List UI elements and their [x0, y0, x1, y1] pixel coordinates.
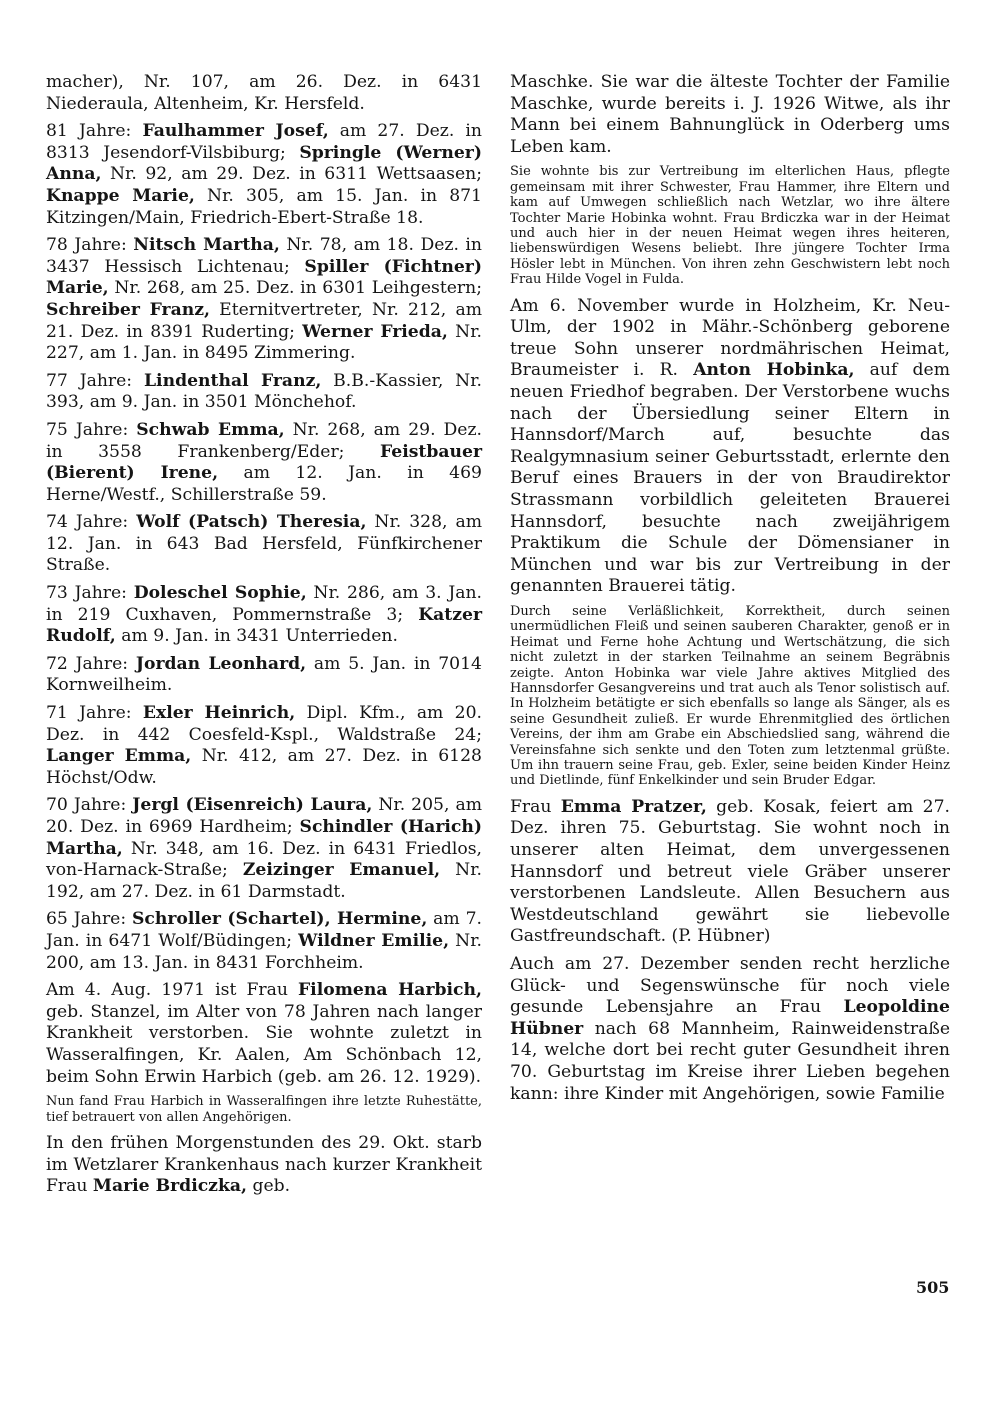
text-run: 78 Jahre:	[46, 235, 134, 256]
left-column-paragraph	[46, 703, 482, 789]
text-run: Nr. 286, am 3. Jan. in 219 Cuxhaven, Pommernstraße 3;	[46, 583, 482, 625]
person-name: Leopoldine Hübner	[510, 997, 950, 1039]
right-column-paragraph	[510, 296, 950, 598]
person-name: Langer Emma,	[46, 746, 192, 767]
left-column-paragraph	[46, 583, 482, 648]
left-column	[46, 72, 482, 1204]
text-run: geb. Stanzel, im Alter von 78 Jahren nach langer Krankheit verstorben. Sie wohnte zuletzt in Wasseralfingen, Kr. Aalen, Am Schönbach 12, beim Sohn Erwin Harbich (geb. am 26. 12. 1929).	[46, 1001, 482, 1087]
text-run: Nr. 268, am 29. Dez. in 3558 Frankenberg/Eder;	[46, 419, 482, 462]
left-column-paragraph	[46, 1133, 482, 1198]
text-run: Auch am 27. Dezember senden recht herzliche Glück- und Segenswünsche für noch viele gesunde Lebensjahre an Frau	[510, 953, 950, 1018]
person-name: Schreiber Franz,	[46, 299, 210, 320]
left-column-paragraph	[46, 235, 482, 365]
right-column-paragraph	[510, 954, 950, 1105]
text-run: Nr. 200, am 13. Jan. in 8431 Forchheim.	[46, 930, 482, 973]
text-run: Maschke. Sie war die älteste Tochter der Familie Maschke, wurde bereits i. J. 1926 Witwe, als ihr Mann bei einem Bahnunglück in Oderberg ums Leben kam.	[510, 72, 950, 157]
left-column-paragraph	[46, 512, 482, 577]
right-column-paragraph	[510, 797, 950, 948]
text-run: 77 Jahre:	[46, 370, 144, 391]
person-name: Werner Frieda,	[302, 321, 448, 342]
text-run: geb.	[246, 1176, 291, 1197]
text-run: Nr. 328, am 12. Jan. in 643 Bad Hersfeld, Fünfkirchener Straße.	[46, 512, 482, 576]
person-name: Feistbauer (Bierent) Irene,	[46, 441, 482, 484]
text-run: 71 Jahre:	[46, 703, 143, 724]
text-run: Nr. 412, am 27. Dez. in 6128 Höchst/Odw.	[46, 746, 482, 788]
person-name: Jordan Leonhard,	[135, 653, 307, 674]
text-run: Am 6. November wurde in Holzheim, Kr. Neu-Ulm, der 1902 in Mähr.-Schönberg geborene treue Sohn unserer nordmährischen Heimat, Braumeister i. R.	[510, 295, 950, 381]
person-name: Nitsch Martha,	[133, 235, 280, 256]
text-run: Nr. 268, am 25. Dez. in 6301 Leihgestern;	[108, 278, 482, 299]
left-column-paragraph	[46, 420, 482, 506]
text-run: 74 Jahre:	[46, 512, 137, 533]
person-name: Jergl (Eisenreich) Laura,	[132, 795, 373, 816]
person-name: Schindler (Harich) Martha,	[46, 817, 482, 859]
person-name: Lindenthal Franz,	[143, 370, 322, 391]
left-column-paragraph	[46, 654, 482, 697]
person-name: Knappe Marie,	[46, 185, 195, 206]
right-column-paragraph	[510, 164, 950, 287]
left-column-paragraph	[46, 980, 482, 1088]
person-name: Schwab Emma,	[136, 419, 285, 440]
text-run: geb. Kosak, feiert am 27. Dez. ihren 75. Geburtstag. Sie wohnt noch in unserer alten Heimat, dem unvergessenen Hannsdorf und betreut viele Gräber unserer verstorbenen Landsleute. Allen Besuchern aus Westdeutschland gewährt sie liebevolle Gastfreundschaft. (P. Hübner)	[510, 796, 950, 947]
person-name: Exler Heinrich,	[142, 703, 296, 724]
text-run: am 9. Jan. in 3431 Unterrieden.	[115, 626, 398, 647]
text-run: am 27. Dez. in 8313 Jesendorf-Vilsbiburg;	[46, 121, 482, 163]
text-run: Nr. 78, am 18. Dez. in 3437 Hessisch Lichtenau;	[46, 235, 482, 277]
text-run: Durch seine Verläßlichkeit, Korrektheit, durch seinen unermüdlichen Fleiß und seinen sauberen Charakter, genoß er in Heimat und Ferne hohe Achtung und Wertschätzung, die sich nicht zuletzt in der starken Teilnahme an seinem Begräbnis zeigte. Anton Hobinka war viele Jahre aktives Mitglied des Hannsdorfer Gesangvereins und trat auch als Tenor solistisch auf. In Holzheim betätigte er sich ebenfalls so lange als Sänger, als es seine Gesundheit zuließ. Er wurde Ehrenmitglied des örtlichen Vereins, der ihm am Grabe ein Abschiedslied sang, während die Vereinsfahne sich senkte und den Toten zum letztenmal grüßte. Um ihn trauern seine Frau, geb. Exler, seine beiden Kinder Heinz und Dietlinde, fünf Enkelkinder und sein Bruder Edgar.	[510, 603, 950, 789]
text-run: Nr. 92, am 29. Dez. in 6311 Wettsaasen;	[101, 164, 482, 185]
text-run: auf dem neuen Friedhof begraben. Der Verstorbene wuchs nach der Übersiedlung seiner Eltern in Hannsdorf/March auf, besuchte das Realgymnasium seiner Geburtsstadt, erlernte den Beruf eines Brauers in der von Braudirektor Strassmann vorbildlich geleiteten Brauerei Hannsdorf, besuchte nach zweijährigem Praktikum die Schule der Dömensianer in München und war bis zur Vertreibung in der genannten Brauerei tätig.	[510, 360, 951, 597]
text-run: 73 Jahre:	[46, 583, 134, 604]
text-run: Am 4. Aug. 1971 ist Frau	[46, 980, 298, 1001]
text-run: B.B.-Kassier, Nr. 393, am 9. Jan. in 3501 Mönchehof.	[46, 370, 483, 413]
left-column-paragraph	[46, 1094, 482, 1125]
text-run: am 12. Jan. in 469 Herne/Westf., Schillerstraße 59.	[46, 463, 482, 505]
text-run: 75 Jahre:	[46, 419, 137, 440]
person-name: Emma Pratzer,	[560, 796, 707, 817]
text-run: Nr. 205, am 20. Dez. in 6969 Hardheim;	[46, 795, 482, 837]
text-run: am 5. Jan. in 7014 Kornweilheim.	[46, 653, 482, 696]
left-column-paragraph	[46, 72, 482, 115]
text-run: nach 68 Mannheim, Rainweidenstraße 14, welche dort bei recht guter Gesundheit ihren 70. Geburtstag im Kreise ihrer Lieben begehen kann: ihre Kinder mit Angehörigen, sowie Familie	[510, 1018, 950, 1104]
text-run: Nr. 348, am 16. Dez. in 6431 Friedlos, von-Harnack-Straße;	[46, 838, 482, 881]
text-run: macher), Nr. 107, am 26. Dez. in 6431 Niederaula, Altenheim, Kr. Hersfeld.	[46, 72, 482, 114]
text-run: Nr. 305, am 15. Jan. in 871 Kitzingen/Main, Friedrich-Ebert-Straße 18.	[46, 185, 482, 228]
person-name: Filomena Harbich,	[297, 980, 482, 1001]
left-column-paragraph	[46, 909, 482, 974]
person-name: Zeizinger Emanuel,	[242, 860, 441, 881]
text-run: am 7. Jan. in 6471 Wolf/Büdingen;	[46, 909, 482, 951]
person-name: Marie Brdiczka,	[92, 1176, 247, 1197]
text-run: Eternitvertreter, Nr. 212, am 21. Dez. in 8391 Ruderting;	[46, 299, 483, 342]
person-name: Spiller (Fichtner) Marie,	[46, 256, 482, 299]
left-column-paragraph	[46, 795, 482, 903]
text-run: Frau	[510, 796, 561, 817]
person-name: Faulhammer Josef,	[142, 121, 329, 142]
person-name: Doleschel Sophie,	[133, 583, 307, 604]
right-column-paragraph	[510, 604, 950, 789]
person-name: Schroller (Schartel), Hermine,	[132, 909, 428, 930]
text-run: Sie wohnte bis zur Vertreibung im elterlichen Haus, pflegte gemeinsam mit ihrer Schwester, Frau Hammer, ihre Eltern und kam auf Umwegen schließlich nach Wetzlar, wo ihre ältere Tochter Marie Hobinka wohnt. Frau Brdiczka war in der Heimat und auch hier in der neuen Heimat wegen ihres heiteren, liebenswürdigen Wesens beliebt. Ihre jüngere Tochter Irma Hösler lebt in München. Von ihren zehn Geschwistern lebt noch Frau Hilde Vogel in Fulda.	[510, 164, 950, 288]
page-number: 505	[916, 1278, 950, 1297]
text-run: 70 Jahre:	[46, 795, 133, 816]
text-run: Nun fand Frau Harbich in Wasseralfingen ihre letzte Ruhestätte, tief betrauert von allen Angehörigen.	[46, 1094, 482, 1125]
text-run: 65 Jahre:	[46, 909, 132, 930]
person-name: Springle (Werner) Anna,	[46, 142, 482, 185]
text-run: 81 Jahre:	[46, 121, 143, 142]
person-name: Wildner Emilie,	[298, 930, 450, 951]
left-column-paragraph	[46, 121, 482, 229]
right-column-paragraph	[510, 72, 950, 158]
text-run: Dipl. Kfm., am 20. Dez. in 442 Coesfeld-Kspl., Waldstraße 24;	[46, 703, 482, 745]
text-run: In den frühen Morgenstunden des 29. Okt. starb im Wetzlarer Krankenhaus nach kurzer Krankheit Frau	[46, 1132, 482, 1197]
person-name: Katzer Rudolf,	[46, 604, 482, 647]
right-column	[510, 72, 950, 1111]
text-run: Nr. 192, am 27. Dez. in 61 Darmstadt.	[46, 860, 482, 902]
text-run: 72 Jahre:	[46, 653, 136, 674]
person-name: Anton Hobinka,	[693, 360, 855, 381]
left-column-paragraph	[46, 371, 482, 414]
person-name: Wolf (Patsch) Theresia,	[136, 512, 367, 533]
text-run: Nr. 227, am 1. Jan. in 8495 Zimmering.	[46, 321, 482, 364]
